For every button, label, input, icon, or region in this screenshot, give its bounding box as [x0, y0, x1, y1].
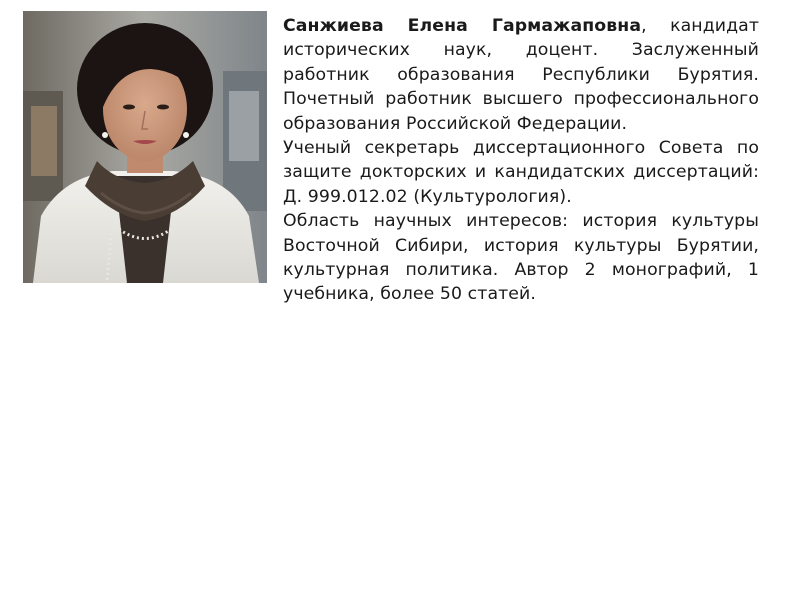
bio-paragraph-2: Ученый секретарь диссертационного Совета по защите докторских и кандидатских диссертаций: Д. 999.012.02 (Культурология). [283, 138, 759, 207]
biography-text [283, 14, 759, 307]
bio-paragraph-1 [283, 14, 759, 136]
person-name: Санжиева Елена Гармажаповна [283, 16, 642, 36]
bio-paragraph-3: Область научных интересов: история культуры Восточной Сибири, история культуры Бурятии, культурная политика. Автор 2 монографий, 1 учебника, более 50 статей. [283, 211, 759, 305]
portrait-photo [23, 11, 267, 283]
bio-credentials: , кандидат исторических наук, доцент. Заслуженный работник образования Республики Бурятия. Почетный работник высшего профессионального образования Российской Федерации. [283, 16, 759, 134]
portrait-image [23, 11, 267, 283]
